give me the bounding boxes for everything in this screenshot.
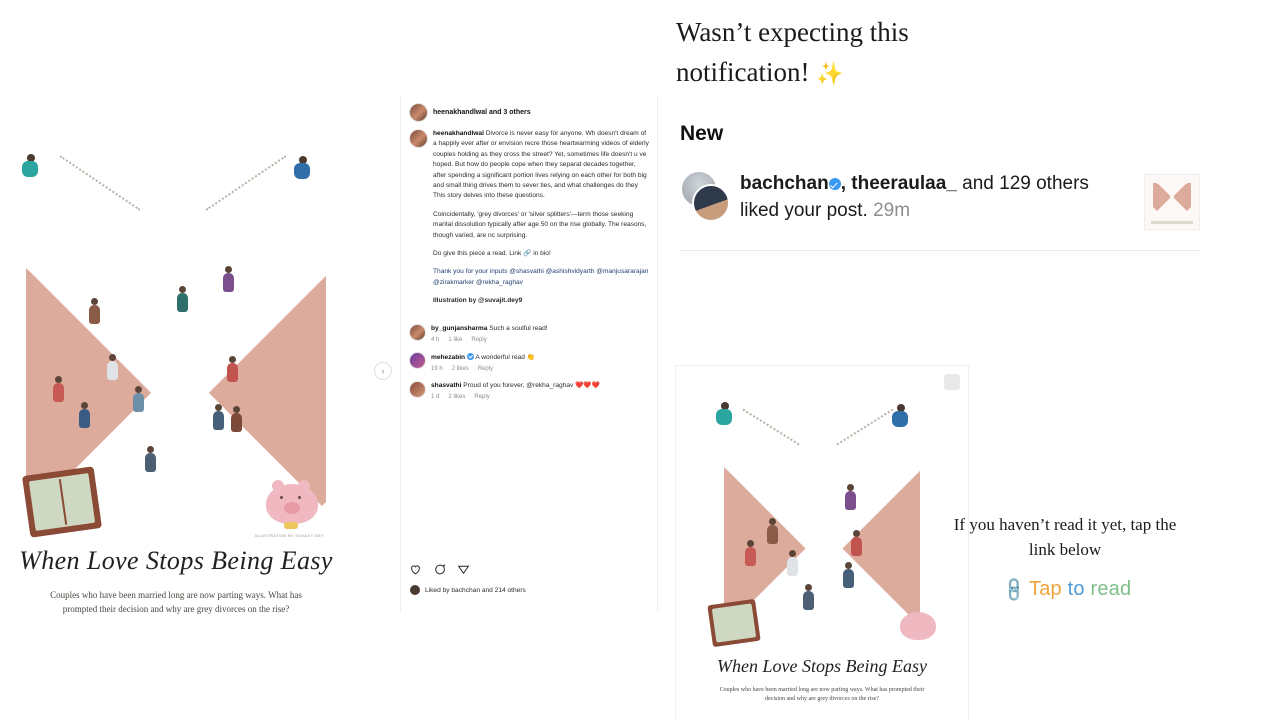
sparkle-icon: ✨ <box>816 61 844 86</box>
comment-likes[interactable]: 2 likes <box>451 365 469 372</box>
comment-time: 4 h <box>431 336 440 343</box>
comment-username[interactable]: by_gunjansharma <box>431 324 488 332</box>
comment-text: A wonderful read 👏 <box>475 353 535 361</box>
path-dotted-left <box>60 155 141 210</box>
comment-icon[interactable] <box>433 563 446 578</box>
carousel-next-button[interactable]: › <box>374 362 392 380</box>
figure-in-heart <box>802 584 815 610</box>
story-link-sticker[interactable] <box>960 575 1175 604</box>
comment-item <box>401 324 657 343</box>
notification-divider <box>680 250 1200 251</box>
cta-word-1: Tap <box>1029 578 1062 600</box>
figure-in-heart <box>222 266 235 292</box>
figure-in-heart <box>78 402 91 428</box>
poster-illustration <box>8 116 344 546</box>
figure-in-heart <box>52 376 65 402</box>
comment-time: 19 h <box>431 365 443 372</box>
comment-likes[interactable]: 1 like <box>448 336 463 343</box>
notification-text <box>740 170 1130 224</box>
caption-paragraph: Coincidentally, 'grey divorces' or 'silver splitters'—term those seeking marital dissolution typically after age 50 on the rise globally. The reasons, though varied, are nc surprising. <box>433 210 647 239</box>
share-icon[interactable] <box>457 563 470 578</box>
notification-avatars <box>680 170 728 218</box>
instagram-post-panel <box>400 96 658 612</box>
story-post-card[interactable] <box>676 366 968 720</box>
figure-in-heart <box>850 530 863 556</box>
figure-in-heart <box>844 484 857 510</box>
book-icon <box>707 599 760 647</box>
caption-paragraph: Do give this piece a read. Link 🔗 in bio! <box>433 250 551 258</box>
post-action-bar <box>401 563 657 578</box>
notification-row[interactable] <box>680 170 1200 224</box>
figure-leaving-left <box>712 402 738 432</box>
notification-user-primary[interactable]: bachchan <box>740 173 829 194</box>
book-icon <box>22 466 102 537</box>
comment-reply-button[interactable]: Reply <box>471 336 487 343</box>
figure-in-heart <box>106 354 119 380</box>
caption-illustration-credit: Illustration by @suvajit.dey9 <box>433 297 523 305</box>
post-account-name[interactable]: heenakhandlwal and 3 others <box>433 109 531 116</box>
figure-in-heart <box>786 550 799 576</box>
story-cta-text: If you haven’t read it yet, tap the link below <box>953 515 1177 559</box>
figure-in-heart <box>230 406 243 432</box>
figure-in-heart <box>88 298 101 324</box>
figure-in-heart <box>766 518 779 544</box>
liked-by-text: Liked by bachchan and 214 others <box>425 586 526 594</box>
avatar[interactable] <box>409 352 426 369</box>
comment-text: Such a soulful read! <box>489 324 548 332</box>
cta-word-2: to <box>1067 578 1085 600</box>
figure-in-heart <box>176 286 189 312</box>
more-options-icon[interactable] <box>944 374 960 390</box>
comment-username[interactable]: mehezabin <box>431 353 466 361</box>
comment-time: 1 d <box>431 393 440 400</box>
comment-item <box>401 352 657 372</box>
like-heart-icon[interactable] <box>409 563 422 578</box>
notification-rest: and 129 others liked your post. <box>740 173 1089 221</box>
caption-paragraph[interactable]: Thank you for your inputs @shasvathi @ashishvidyarth @manjusararajan @zirakmarker @rekha_raghav <box>433 268 649 286</box>
comment-likes[interactable]: 2 likes <box>448 393 466 400</box>
post-header[interactable] <box>401 96 657 127</box>
avatar[interactable] <box>409 103 428 122</box>
figure-in-heart <box>842 562 855 588</box>
link-icon: 🔗 <box>999 575 1029 604</box>
avatar[interactable] <box>409 381 426 398</box>
post-caption-block <box>401 129 657 315</box>
verified-badge-icon <box>467 353 474 360</box>
post-caption <box>433 129 649 315</box>
figure-in-heart <box>132 386 145 412</box>
poster-subtitle: Couples who have been married long are now parting ways. What has prompted their decision and why are grey divorces on the rise? <box>50 590 302 614</box>
verified-badge-icon <box>829 178 841 190</box>
liked-by-row[interactable] <box>409 584 526 596</box>
figure-in-heart <box>744 540 757 566</box>
notification-user-secondary[interactable]: , theeraulaa_ <box>840 173 957 194</box>
piggy-bank-icon <box>900 608 940 644</box>
comment-reply-button[interactable]: Reply <box>477 365 494 372</box>
figure-in-heart <box>226 356 239 382</box>
avatar[interactable] <box>409 324 426 341</box>
avatar <box>409 584 421 596</box>
story-card-subtitle: Couples who have been married long are now parting ways. What has prompted their decision and why are grey divorces on the rise? <box>719 687 925 702</box>
story-headline-line2: notification! <box>676 57 810 87</box>
notification-timestamp: 29m <box>873 200 911 221</box>
path-dotted-right <box>206 155 287 210</box>
story-headline-line1: Wasn’t expecting this <box>676 17 909 47</box>
figure-leaving-left <box>18 154 44 184</box>
path-dotted-right <box>836 409 893 446</box>
figure-in-heart <box>212 404 225 430</box>
caption-author[interactable]: heenakhandlwal <box>433 130 484 137</box>
comment-text: Proud of you forever, @rekha_raghav ❤️❤️❤️ <box>463 381 600 389</box>
figure-in-heart <box>144 446 157 472</box>
figure-leaving-right <box>290 156 316 186</box>
path-dotted-left <box>742 409 799 446</box>
avatar <box>692 184 730 222</box>
story-headline <box>676 12 1146 94</box>
cta-word-3: read <box>1090 578 1132 600</box>
comment-username[interactable]: shasvathi <box>431 381 462 389</box>
comment-reply-button[interactable]: Reply <box>474 393 490 400</box>
illustration-credit: ILLUSTRATION BY SUVAJIT DEY <box>254 533 324 538</box>
notifications-section-label: New <box>680 122 724 145</box>
comment-item <box>401 381 657 400</box>
avatar[interactable] <box>409 129 428 148</box>
notification-post-thumbnail[interactable] <box>1144 174 1200 230</box>
caption-paragraph: Divorce is never easy for anyone. Wh doesn't dream of a happily ever after or envision recre those heartwarming videos of elderly couples holding as they cross the street? Yet, sometimes life doesn't u ve hoped. But how do people cope when they separat decades together, after spending a significant portion lives relying on each other for both big and small thing drives them to sever ties, and what challenges do they This story delves into these questions. <box>433 130 649 200</box>
story-card-title: When Love Stops Being Easy <box>717 656 927 676</box>
poster-title: When Love Stops Being Easy <box>19 546 333 575</box>
piggy-bank-icon <box>266 478 324 532</box>
article-poster <box>0 96 352 656</box>
